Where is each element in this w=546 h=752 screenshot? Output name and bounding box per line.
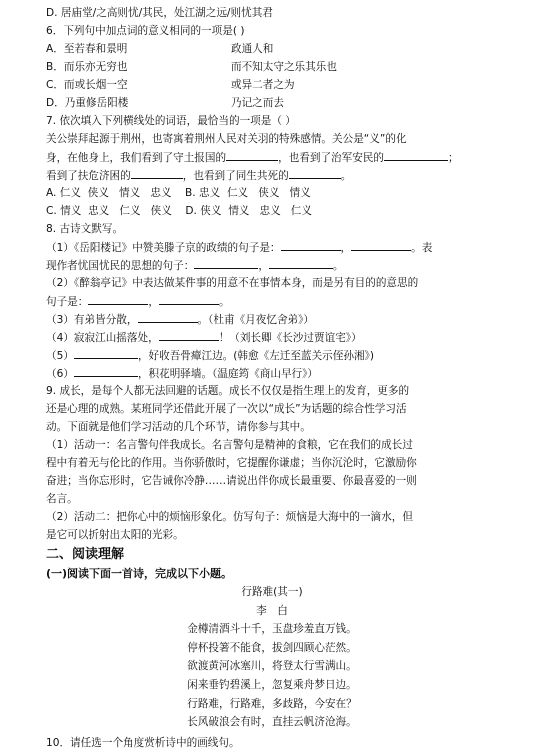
q9-activity-1: 名言。: [46, 493, 78, 505]
poem-line: 停杯投箸不能食，拔剑四顾心茫然。: [187, 641, 357, 654]
blank-line: [88, 292, 148, 305]
poem-line: 长风破浪会有时，直挂云帆济沧海。: [187, 716, 357, 729]
q7-passage-line: 身，在他身上，我们看到了守土报国的 ，也看到了治军安民的 ；: [46, 148, 498, 166]
poem-title: 行路难(其一): [241, 586, 303, 598]
poem-author: 李 白: [256, 604, 288, 617]
poem-line: 欲渡黄河冰塞川，将登太行雪满山。: [187, 660, 357, 673]
blank-line: [74, 346, 138, 359]
q9-activity-2: 是它可以折射出太阳的光彩。: [46, 529, 184, 541]
blank-line: [384, 148, 448, 161]
q8-item-3: （3）有弟皆分散， 。（杜甫《月夜忆舍弟》）: [46, 310, 498, 328]
q6-option-d: D．乃重修岳阳楼 乃记之而去: [46, 97, 284, 109]
poem-line: 金樽清酒斗十千，玉盘珍羞直万钱。: [187, 623, 357, 636]
q8-item-6: （6） ，积花明驿墙。（温庭筠《商山早行》）: [46, 364, 498, 382]
q9-activity-2: （2）活动二：把你心中的烦恼形象化。仿写句子：烦恼是大海中的一滴水，但: [46, 511, 413, 523]
q6-option-a: A．至若春和景明 政通人和: [46, 43, 274, 55]
q6-stem: 6．下列句中加点词的意义相同的一项是( ): [46, 25, 245, 37]
subsection-heading: (一)阅读下面一首诗，完成以下小题。: [46, 567, 233, 580]
poem-line: 行路难，行路难，多歧路，今安在？: [187, 697, 357, 710]
q8-item-2-cont: 句子是： ， 。: [46, 292, 498, 310]
q8-stem: 8. 古诗文默写。: [46, 223, 124, 235]
q10-stem: 10．请任选一个角度赏析诗中的画线句。: [46, 736, 240, 749]
q9-activity-1: 程中有着无与伦比的作用。当你骄傲时，它提醒你谦虚；当你沉沦时，它激励你: [46, 457, 417, 469]
q9-intro: 9. 成长，是每个人都无法回避的话题。成长不仅仅是指生理上的发育，更多的: [46, 385, 410, 397]
q7-options-cd: C. 情义 忠义 仁义 侠义 D. 侠义 情义 忠义 仁义: [46, 205, 312, 217]
q6-option-c: C．而或长烟一空 或异二者之为: [46, 79, 295, 91]
q7-options-ab: A. 仁义 侠义 情义 忠义 B. 忠义 仁义 侠义 情义: [46, 187, 311, 199]
blank-line: [131, 166, 183, 179]
q8-item-2: （2）《醉翁亭记》中表达做某件事的用意不在事情本身，而是另有目的的意思的: [46, 277, 419, 289]
blank-line: [159, 292, 219, 305]
section-heading: 二、阅读理解: [46, 547, 125, 562]
poem: [46, 583, 498, 732]
q7-passage-line: 看到了扶危济困的 ，也看到了同生共死的 。: [46, 166, 498, 184]
q8-item-1: （1）《岳阳楼记》中赞美滕子京的政绩的句子是： ， 。表: [46, 238, 498, 256]
poem-line: 闲来垂钓碧溪上，忽复乘舟梦日边。: [187, 678, 357, 691]
blank-line: [269, 256, 333, 269]
q9-intro: 动。下面就是他们学习活动的几个环节，请你参与其中。: [46, 421, 311, 433]
q8-item-1-cont: 现作者忧国忧民的思想的句子： ， 。: [46, 256, 498, 274]
q5-option-d: D. 居庙堂/之高则忧/其民，处江湖之远/则忧其君: [46, 7, 273, 19]
blank-line: [159, 328, 219, 341]
blank-line: [281, 238, 341, 251]
q9-activity-1: 奋进；当你忘形时，它告诫你冷静……请说出伴你成长最重要、你最喜爱的一则: [46, 475, 417, 487]
q6-option-b: B．而乐亦无穷也 而不知太守之乐其乐也: [46, 61, 337, 73]
exam-page: [46, 4, 498, 752]
q7-passage-line: 关公崇拜起源于荆州，也寄寓着荆州人民对关羽的特殊感情。关公是“义”的化: [46, 133, 407, 145]
blank-line: [194, 256, 258, 269]
q9-activity-1: （1）活动一：名言警句伴我成长。名言警句是精神的食粮，它在我们的成长过: [46, 439, 413, 451]
blank-line: [351, 238, 411, 251]
blank-line: [289, 166, 341, 179]
blank-line: [226, 148, 278, 161]
blank-line: [138, 310, 198, 323]
q8-item-5: （5） ，好收吾骨瘴江边。(韩愈《左迁至蓝关示侄孙湘》): [46, 346, 498, 364]
q7-stem: 7. 依次填入下列横线处的词语，最恰当的一项是（ ）: [46, 115, 296, 127]
blank-line: [74, 364, 138, 377]
q8-item-4: （4）寂寂江山摇落处， ！（刘长卿《长沙过贾谊宅》）: [46, 328, 498, 346]
q9-intro: 还是心理的成熟。某班同学还借此开展了一次以“成长”为话题的综合性学习活: [46, 403, 407, 415]
